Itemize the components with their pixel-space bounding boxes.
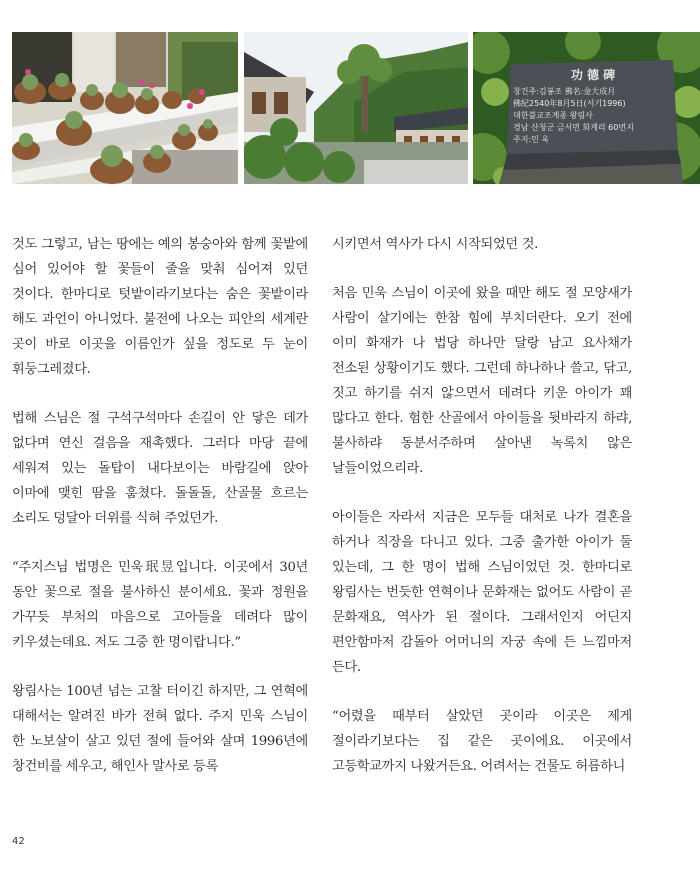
stele-line: 주지:민 욱	[513, 135, 550, 144]
stele-line: 佛紀2540年8月5日(서기1996)	[513, 99, 626, 108]
article-paragraph: 것도 그렇고, 남는 땅에는 예의 봉숭아와 함께 꽃밭에 심어 있어야 할 꽃들이 줄을 맞춰 심어져 있던 것이다. 한마디로 텃밭이라기보다는 숨은 꽃밭이라 해도 과언이 아니었다. 불전에 나오는 피안의 세계란 곳이 바로 이곳을 이름인가 싶을 정도로 두 눈이 휘둥그레졌다.	[12, 237, 308, 377]
article-paragraph: “어렸을 때부터 살았던 곳이라 이곳은 제게 절이라기보다는 집 같은 곳이에요. 이곳에서 고등학교까지 나왔거든요. 어려서는 건물도 허름하니	[332, 709, 632, 774]
stele-line: 경남 산청군 금서면 화계리 60번지	[513, 123, 634, 132]
article-paragraph: “주지스님 법명은 민욱珉昱입니다. 이곳에서 30년 동안 꽃으로 절을 불사하신 분이세요. 꽃과 정원을 가꾸듯 부처의 마음으로 고아들을 데려다 많이 키우셨는데요. 저도 그중 한 명이랍니다.”	[12, 560, 308, 650]
article-paragraph: 처음 민욱 스님이 이곳에 왔을 때만 해도 절 모양새가 사람이 살기에는 한참 힘에 부치더란다. 오기 전에 이미 화재가 나 법당 하나만 달랑 남고 요사채가 전소된 상황이기도 했다. 그런데 하나하나 쓸고, 닦고, 짓고 하기를 쉬지 않으면서 데려다 키운 아이가 꽤 많다고 한다. 험한 산골에서 아이들을 뒷바라지 하랴, 불사하랴 동분서주하며 살아낸 녹록치 않은 날들이었으리라.	[332, 286, 632, 476]
article-column-right	[332, 232, 632, 779]
article-column-left	[12, 232, 308, 779]
article-paragraph: 시키면서 역사가 다시 시작되었던 것.	[332, 237, 539, 252]
article-paragraph: 왕림사는 100년 넘는 고찰 터이긴 하지만, 그 연혁에 대해서는 알려진 바가 전혀 없다. 주지 민욱 스님이 한 노보살이 살고 있던 절에 들어와 살며 1996년에 창건비를 세우고, 해인사 말사로 등록	[12, 684, 308, 774]
stele-title: 功 德 碑	[570, 68, 616, 82]
article-paragraph: 아이들은 자라서 지금은 모두들 대처로 나가 결혼을 하거나 직장을 다니고 있다. 그중 출가한 아이가 둘 있는데, 그 한 명이 법해 스님이었던 것. 한마디로 왕림사는 번듯한 연혁이나 문화재는 없어도 사람이 곧 문화재요, 역사가 된 절이다. 그래서인지 어딘지 편안함마저 감돌아 어머니의 자궁 속에 든 느낌마저 든다.	[332, 510, 632, 675]
stele-line: 창건주:김봉조 佛名:金大成月	[513, 87, 616, 96]
photo-temple-buildings	[244, 32, 468, 184]
page-number: 42	[12, 836, 25, 847]
photo-memorial-stele	[473, 32, 700, 184]
article-paragraph: 법해 스님은 절 구석구석마다 손길이 안 닿은 데가 없다며 연신 걸음을 재촉했다. 그러다 마당 끝에 세워져 있는 돌탑이 내다보이는 바람길에 앉아 이마에 맺힌 땀을 훔쳤다. 돌돌돌, 산골물 흐르는 소리도 덩달아 더위를 식혀 주었던가.	[12, 411, 308, 526]
stele-inscription	[513, 66, 673, 146]
photo-potted-plants	[12, 32, 238, 184]
stele-line: 대한불교조계종 왕림사	[513, 111, 593, 120]
